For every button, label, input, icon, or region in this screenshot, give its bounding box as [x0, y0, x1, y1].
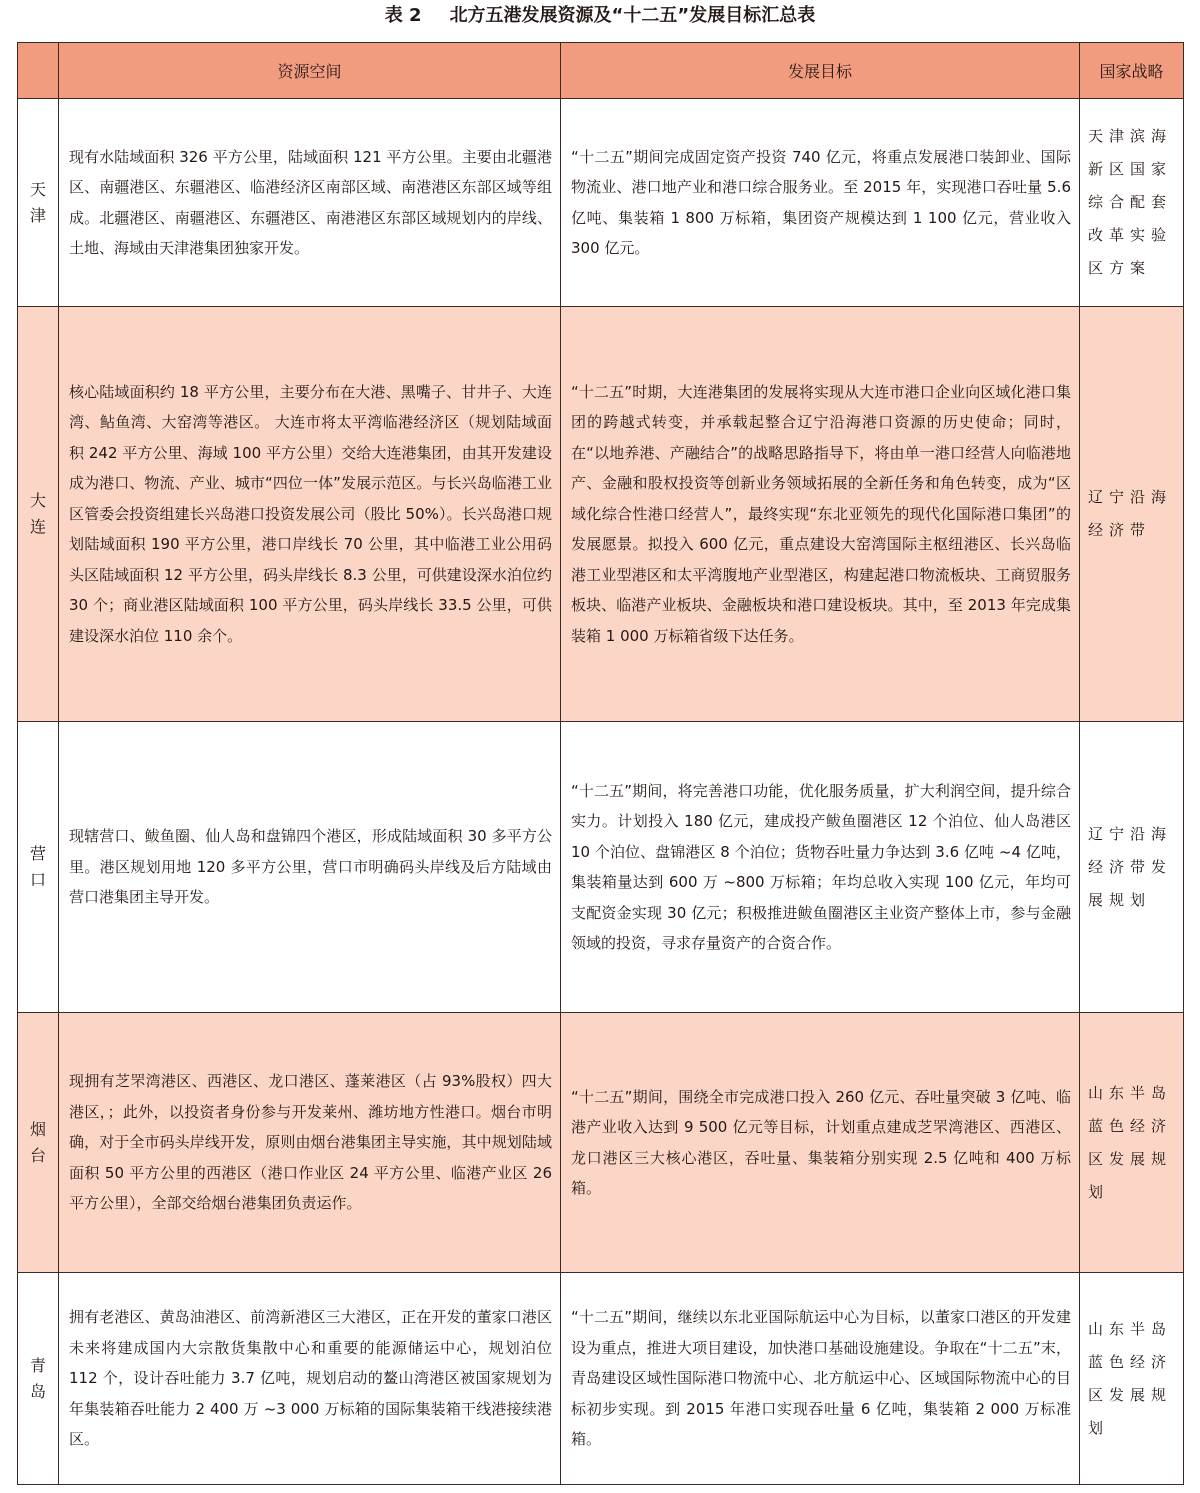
header-strategy: 国家战略 [1080, 43, 1184, 99]
summary-table [17, 42, 1184, 1485]
city-cell: 大连 [18, 307, 59, 722]
goal-cell: “十二五”期间，围绕全市完成港口投入 260 亿元、吞吐量突破 3 亿吨、临港产业收入达到 9 500 亿元等目标，计划重点建成芝罘湾港区、西港区、龙口港区三大核心港区，吞吐量、集装箱分别实现 2.5 亿吨和 400 万标箱。 [561, 1013, 1080, 1273]
city-cell: 烟台 [18, 1013, 59, 1273]
table-caption [0, 0, 1200, 40]
city-cell: 天津 [18, 99, 59, 307]
resource-cell: 现拥有芝罘湾港区、西港区、龙口港区、蓬莱港区（占 93%股权）四大港区，；此外，以投资者身份参与开发莱州、潍坊地方性港口。烟台市明确，对于全市码头岸线开发，原则由烟台港集团主导实施，其中规划陆域面积 50 平方公里的西港区（港口作业区 24 平方公里、临港产业区 26 平方公里），全部交给烟台港集团负责运作。 [59, 1013, 561, 1273]
strategy-cell: 山东半岛蓝色经济区发展规划 [1080, 1273, 1184, 1485]
table-number: 表 2 [384, 5, 422, 26]
resource-cell: 拥有老港区、黄岛油港区、前湾新港区三大港区，正在开发的董家口港区未来将建成国内大宗散货集散中心和重要的能源储运中心，规划泊位 112 个，设计吞吐能力 3.7 亿吨，规划启动的鳌山湾港区被国家规划为年集装箱吞吐能力 2 400 万 ~3 000 万标箱的国际集装箱干线港接续港区。 [59, 1273, 561, 1485]
resource-cell: 核心陆域面积约 18 平方公里，主要分布在大港、黑嘴子、甘井子、大连湾、鲇鱼湾、大窑湾等港区。 大连市将太平湾临港经济区（规划陆域面积 242 平方公里、海域 100 平方公里）交给大连港集团，由其开发建设成为港口、物流、产业、城市“四位一体”发展示范区。与长兴岛临港工业区管委会投资组建长兴岛港口投资发展公司（股比 50%）。长兴岛港口规划陆域面积 190 平方公里，港口岸线长 70 公里，其中临港工业公用码头区陆域面积 12 平方公里，码头岸线长 8.3 公里，可供建设深水泊位约 30 个；商业港区陆域面积 100 平方公里，码头岸线长 33.5 公里，可供建设深水泊位 110 余个。 [59, 307, 561, 722]
table-row-yantai [18, 1013, 1184, 1273]
header-row [18, 43, 1184, 99]
table-row-tianjin [18, 99, 1184, 307]
table-row-dalian [18, 307, 1184, 722]
resource-cell: 现辖营口、鲅鱼圈、仙人岛和盘锦四个港区，形成陆域面积 30 多平方公里。港区规划用地 120 多平方公里，营口市明确码头岸线及后方陆域由营口港集团主导开发。 [59, 722, 561, 1013]
table-row-qingdao [18, 1273, 1184, 1485]
strategy-cell: 天津滨海新区国家综合配套改革实验区方案 [1080, 99, 1184, 307]
city-cell: 青岛 [18, 1273, 59, 1485]
city-cell: 营口 [18, 722, 59, 1013]
strategy-cell: 辽宁沿海经济带发展规划 [1080, 722, 1184, 1013]
header-resource: 资源空间 [59, 43, 561, 99]
goal-cell: “十二五”时期，大连港集团的发展将实现从大连市港口企业向区域化港口集团的跨越式转变，并承载起整合辽宁沿海港口资源的历史使命；同时，在“以地养港、产融结合”的战略思路指导下，将由单一港口经营人向临港地产、金融和股权投资等创新业务领域拓展的全新任务和角色转变，成为“区域化综合性港口经营人”，最终实现“东北亚领先的现代化国际港口集团”的发展愿景。拟投入 600 亿元，重点建设大窑湾国际主枢纽港区、长兴岛临港工业型港区和太平湾腹地产业型港区，构建起港口物流板块、工商贸服务板块、临港产业板块、金融板块和港口建设板块。其中，至 2013 年完成集装箱 1 000 万标箱省级下达任务。 [561, 307, 1080, 722]
header-city [18, 43, 59, 99]
goal-cell: “十二五”期间，将完善港口功能，优化服务质量，扩大利润空间，提升综合实力。计划投入 180 亿元，建成投产鲅鱼圈港区 12 个泊位、仙人岛港区 10 个泊位、盘锦港区 8 个泊位；货物吞吐量力争达到 3.6 亿吨 ~4 亿吨，集装箱量达到 600 万 ~800 万标箱；年均总收入实现 100 亿元，年均可支配资金实现 30 亿元；积极推进鲅鱼圈港区主业资产整体上市，参与金融领域的投资，寻求存量资产的合资合作。 [561, 722, 1080, 1013]
resource-cell: 现有水陆域面积 326 平方公里，陆域面积 121 平方公里。主要由北疆港区、南疆港区、东疆港区、临港经济区南部区域、南港港区东部区域等组成。北疆港区、南疆港区、东疆港区、南港港区东部区域规划内的岸线、土地、海域由天津港集团独家开发。 [59, 99, 561, 307]
strategy-cell: 山东半岛蓝色经济区发展规划 [1080, 1013, 1184, 1273]
table-title: 北方五港发展资源及“十二五”发展目标汇总表 [449, 5, 816, 26]
strategy-cell: 辽宁沿海经济带 [1080, 307, 1184, 722]
goal-cell: “十二五”期间，继续以东北亚国际航运中心为目标，以董家口港区的开发建设为重点，推进大项目建设，加快港口基础设施建设。争取在“十二五”末，青岛建设区域性国际港口物流中心、北方航运中心、区域国际物流中心的目标初步实现。到 2015 年港口实现吞吐量 6 亿吨，集装箱 2 000 万标准箱。 [561, 1273, 1080, 1485]
header-goal: 发展目标 [561, 43, 1080, 99]
goal-cell: “十二五”期间完成固定资产投资 740 亿元，将重点发展港口装卸业、国际物流业、港口地产业和港口综合服务业。至 2015 年，实现港口吞吐量 5.6 亿吨、集装箱 1 800 万标箱，集团资产规模达到 1 100 亿元，营业收入 300 亿元。 [561, 99, 1080, 307]
table-row-yingkou [18, 722, 1184, 1013]
